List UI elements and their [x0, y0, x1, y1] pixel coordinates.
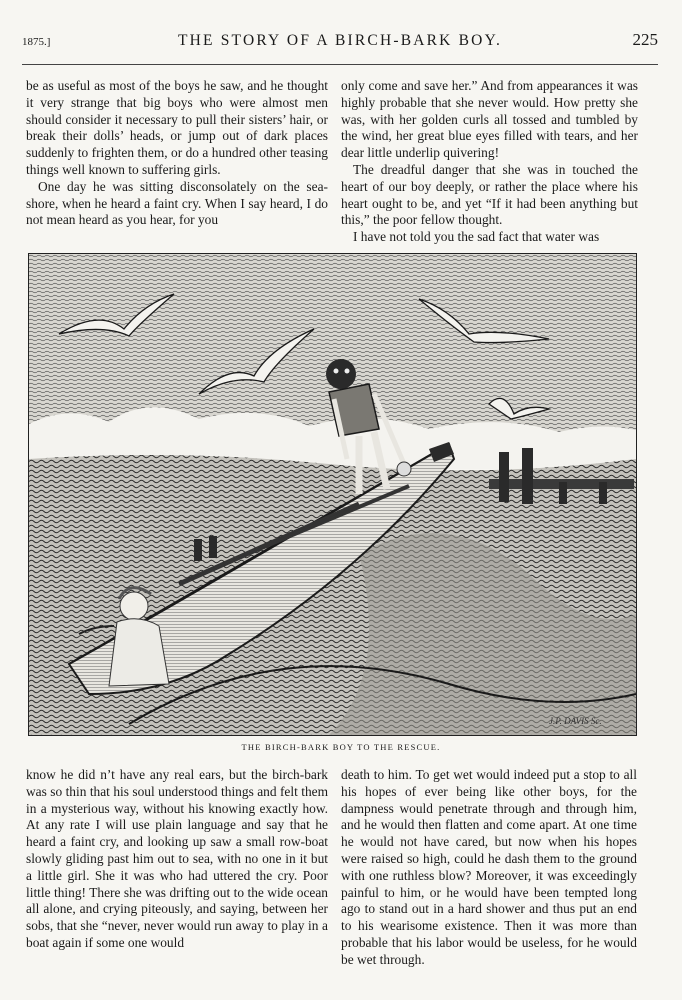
- paragraph: be as useful as most of the boys he saw, and he thought it very strange that big boys who were almost men should consider it necessary to pull their sisters’ hair, or break their dolls’ heads, or jump out of dark places suddenly to frighten them, or do a hundred other teasing things well known to suffering girls.: [26, 78, 328, 177]
- illustration-caption: THE BIRCH-BARK BOY TO THE RESCUE.: [241, 742, 441, 752]
- page-number: 225: [632, 30, 658, 49]
- text-column-top-left: [26, 78, 328, 229]
- engraving-illustration: [28, 253, 637, 736]
- text-column-bottom-right: [341, 767, 637, 969]
- paragraph: I have not told you the sad fact that water was: [353, 229, 600, 245]
- paragraph: One day he was sitting disconsolately on the sea-shore, when he heard a faint cry. When I say heard, I do not mean heard as you hear, for you: [26, 178, 328, 228]
- paragraph: know he did n’t have any real ears, but the birch-bark was so thin that his soul understood things and felt them in a mysterious way, without his knowing exactly how. At any rate I will use plain language and say that he heard a faint cry, and looking up saw a small row-boat slowly gliding past him out to sea, with no one in it but a little girl. She it was who had uttered the cry. Poor little thing! There she was drifting out to the wide ocean all alone, and crying piteously, and saying, between her sobs, that she “never, never would run away to play in a boat again if some one would: [26, 767, 328, 950]
- text-column-bottom-left: [26, 767, 328, 952]
- paragraph: death to him. To get wet would indeed put a stop to all his hopes of ever being like other boys, for the dampness would penetrate through and through him, and he would then flatten and come apart. At one time he would not have cared, but now when his hopes were raised so high, could he dash them to the ground with one ruthless blow? Moreover, it was exceedingly painful to him, or he would have been tempted long ago to stand out in a hard shower and thus put an end to his wearisome existence. Then it was more than probable that his labor would be useless, for he would be wet through.: [341, 767, 637, 967]
- engraver-signature: J.P. DAVIS Sc.: [549, 716, 602, 726]
- issue-date: 1875.]: [22, 36, 51, 48]
- header-rule: [22, 64, 658, 65]
- paragraph: only come and save her.” And from appearances it was highly probable that she never would. How pretty she was, with her golden curls all tossed and tumbled by the wind, her great blue eyes filled with tears, and her dear little underlip quivering!: [341, 78, 638, 161]
- paragraph: The dreadful danger that she was in touched the heart of our boy deeply, or rather the place where his heart ought to be, and yet “If it had been anything but this,” the poor fellow thought.: [341, 161, 638, 228]
- text-column-top-right: [341, 78, 638, 246]
- running-title: THE STORY OF A BIRCH-BARK BOY.: [177, 32, 503, 49]
- running-header: [22, 28, 658, 52]
- illustration-drawing: [29, 254, 636, 735]
